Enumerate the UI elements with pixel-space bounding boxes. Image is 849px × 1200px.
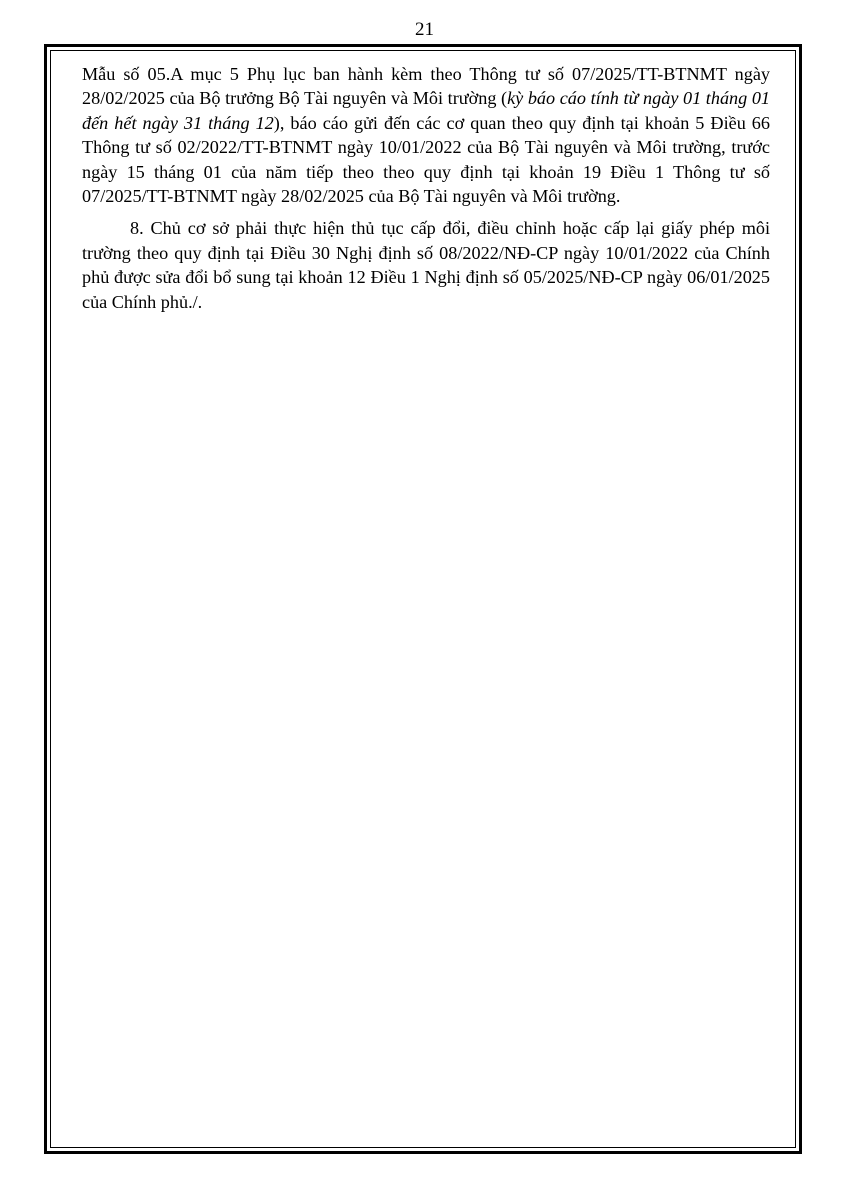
page-number: 21	[415, 19, 434, 40]
paragraph-permit-procedure	[82, 216, 770, 314]
document-body	[82, 62, 770, 314]
paragraph-text: 8. Chủ cơ sở phải thực hiện thủ tục cấp đổi, điều chỉnh hoặc cấp lại giấy phép môi trường theo quy định tại Điều 30 Nghị định số 08/2022/NĐ-CP ngày 10/01/2022 của Chính phủ được sửa đổi bổ sung tại khoản 12 Điều 1 Nghị định số 05/2025/NĐ-CP ngày 06/01/2025 của Chính phủ./.	[82, 218, 770, 312]
paragraph-report-requirement	[82, 62, 770, 208]
reporting-period-text: kỳ báo cáo tính từ ngày 01 tháng 01 đến hết ngày 31 tháng 12	[82, 88, 771, 133]
paragraph-text: Mẫu số 05.A mục 5 Phụ lục ban hành kèm theo Thông tư số 07/2025/TT-BTNMT ngày 28/02/2025 của Bộ trưởng Bộ Tài nguyên và Môi trường (	[82, 64, 770, 109]
paragraph-text: ), báo cáo gửi đến các cơ quan theo quy định tại khoản 5 Điều 66 Thông tư số 02/2022/TT-BTNMT ngày 10/01/2022 của Bộ Tài nguyên và Môi trường, trước ngày 15 tháng 01 của năm tiếp theo theo quy định tại khoản 19 Điều 1 Thông tư số 07/2025/TT-BTNMT ngày 28/02/2025 của Bộ Tài nguyên và Môi trường.	[82, 112, 770, 207]
